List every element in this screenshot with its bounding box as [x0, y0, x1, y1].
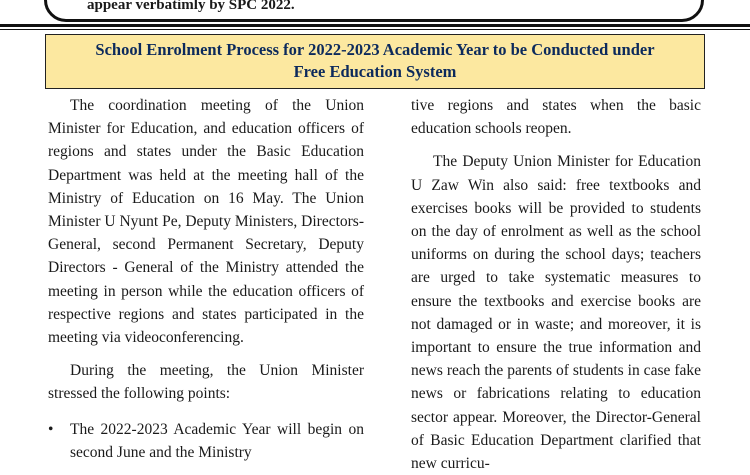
right-column [411, 94, 701, 475]
paragraph-meeting: The coordination meeting of the Union Minister for Education, and education officers of regions and states under the Basic Education Department was held at the meeting hall of the Ministry of Education on 16 May. The Union Minister U Nyunt Pe, Deputy Ministers, Directors-General, second Permanent Secretary, Deputy Directors - General of the Ministry attended the meeting in person while the education officers of respective regions and states participated in the meeting via videoconferencing. [48, 97, 364, 347]
article-title-banner [45, 34, 705, 89]
paragraph-deputy-minister: The Deputy Union Minister for Education U Zaw Win also said: free textbooks and exercises books will be provided to students on the day of enrolment as well as the school uniforms on during the school days; teachers are urged to take systematic measures to ensure the textbooks and exercise books are not damaged or in waste; and moreover, it is important to ensure the true information and news reach the parents of students in case fake news or fabrications relating to education sector appear. Moreover, the Director-General of Basic Education Department clarified that new curricu- [411, 153, 701, 473]
previous-article-text: appear verbatimly by SPC 2022. [87, 0, 295, 13]
points-list [48, 418, 364, 464]
paragraph-points-intro: During the meeting, the Union Minister stressed the following points: [48, 362, 364, 403]
previous-article-box [44, 0, 704, 22]
list-item [48, 418, 364, 464]
article-title-line-1: School Enrolment Process for 2022-2023 Academic Year to be Conducted under [95, 40, 655, 59]
paragraph-continuation: tive regions and states when the basic education schools reopen. [411, 97, 701, 138]
bullet-icon: • [48, 420, 54, 438]
list-item-text: The 2022-2023 Academic Year will begin on second June and the Ministry [70, 420, 364, 461]
divider-thick [0, 24, 750, 27]
article-title-line-2: Free Education System [293, 62, 457, 81]
left-column [48, 94, 364, 464]
divider-thin [0, 29, 750, 30]
